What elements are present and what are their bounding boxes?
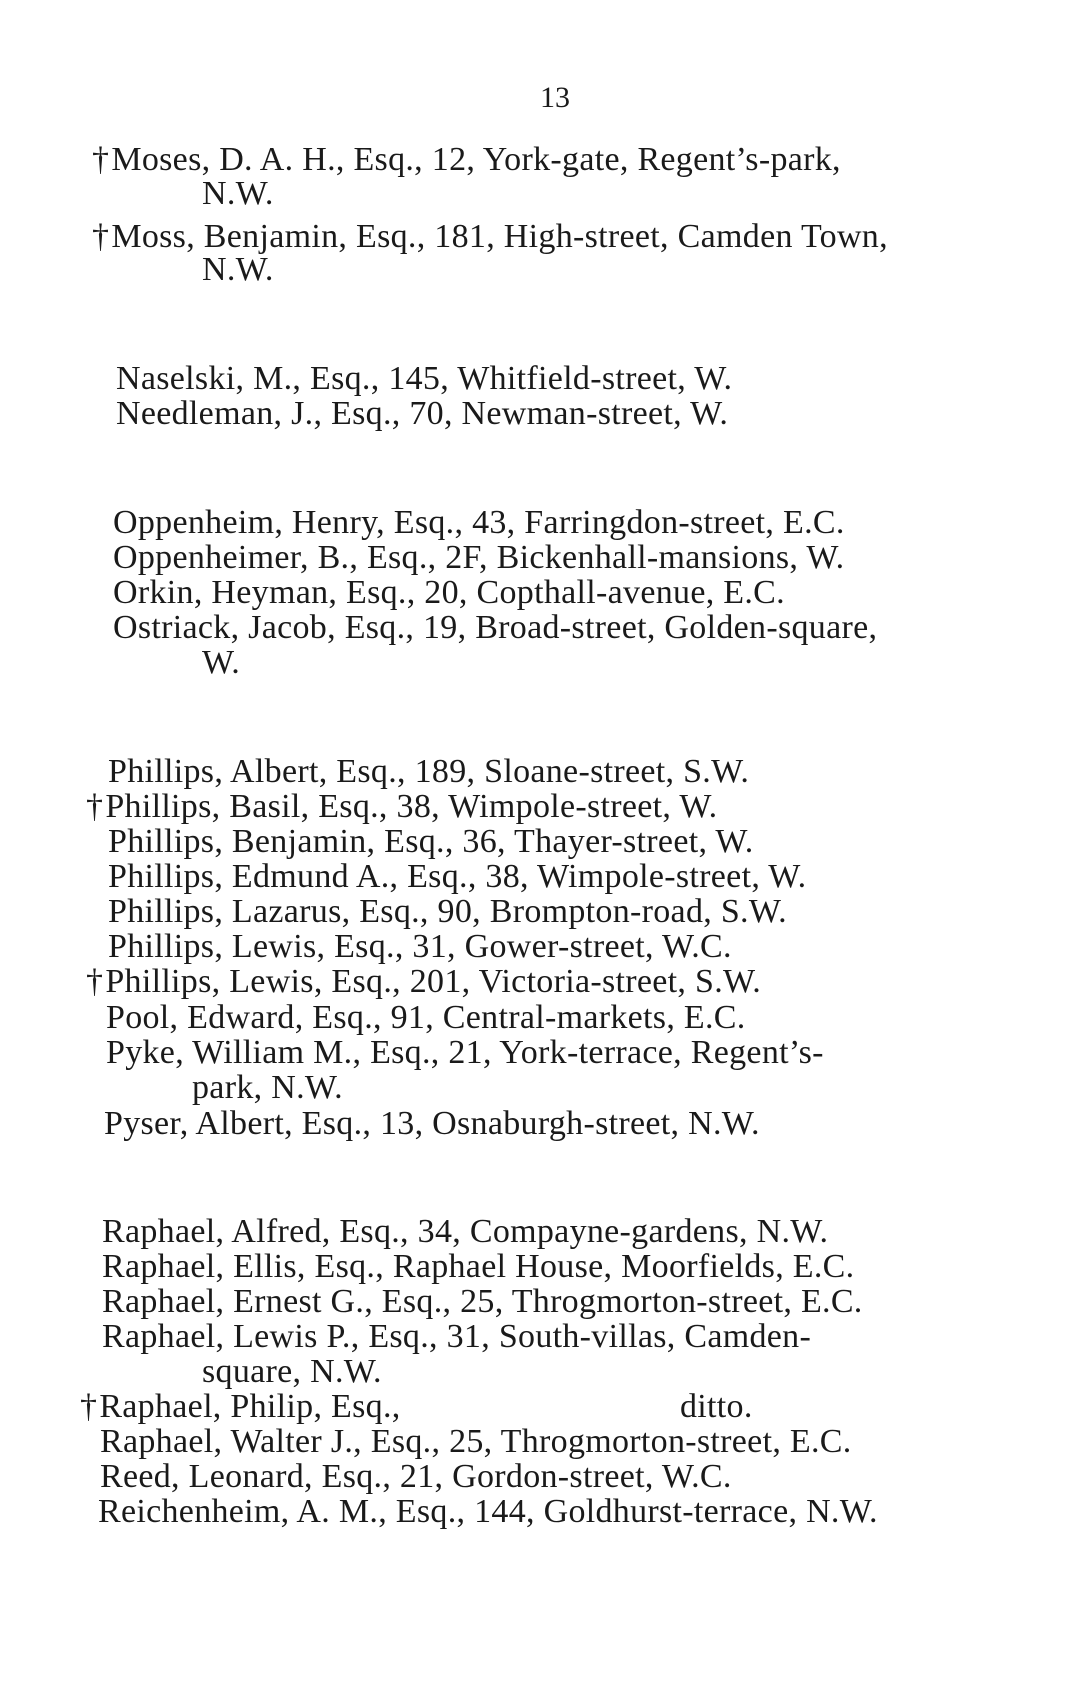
entry-phillips-edmund: Phillips, Edmund A., Esq., 38, Wimpole-street, W. (108, 858, 807, 895)
entry-pyke: Pyke, William M., Esq., 21, York-terrace, Regent’s- (106, 1034, 824, 1071)
dagger-mark: † (92, 141, 110, 178)
entry-moss: †Moss, Benjamin, Esq., 181, High-street, Camden Town, (92, 218, 888, 255)
entry-needleman: Needleman, J., Esq., 70, Newman-street, W. (116, 395, 729, 432)
entry-orkin: Orkin, Heyman, Esq., 20, Copthall-avenue, E.C. (113, 574, 785, 611)
dagger-mark: † (92, 218, 110, 255)
entry-phillips-basil: †Phillips, Basil, Esq., 38, Wimpole-street, W. (86, 788, 718, 825)
entry-raphael-lewis: Raphael, Lewis P., Esq., 31, South-villas, Camden- (102, 1318, 812, 1355)
entry-pyke-continuation: park, N.W. (192, 1069, 343, 1106)
entry-reed: Reed, Leonard, Esq., 21, Gordon-street, W.C. (100, 1458, 732, 1495)
entry-raphael-lewis-continuation: square, N.W. (202, 1353, 382, 1390)
dagger-mark: † (80, 1388, 98, 1425)
dagger-mark: † (86, 963, 104, 1000)
entry-reichenheim: Reichenheim, A. M., Esq., 144, Goldhurst-terrace, N.W. (98, 1493, 878, 1530)
ditto-mark: ditto. (680, 1388, 753, 1425)
page-number: 13 (540, 81, 570, 114)
entry-raphael-alfred: Raphael, Alfred, Esq., 34, Compayne-gardens, N.W. (102, 1213, 829, 1250)
entry-moses-continuation: N.W. (202, 175, 274, 212)
entry-naselski: Naselski, M., Esq., 145, Whitfield-street, W. (116, 360, 733, 397)
entry-phillips-lewis-victoria: †Phillips, Lewis, Esq., 201, Victoria-street, S.W. (86, 963, 762, 1000)
entry-phillips-albert: Phillips, Albert, Esq., 189, Sloane-street, S.W. (108, 753, 750, 790)
entry-raphael-ellis: Raphael, Ellis, Esq., Raphael House, Moorfields, E.C. (102, 1248, 855, 1285)
dagger-mark: † (86, 788, 104, 825)
entry-ostriack: Ostriack, Jacob, Esq., 19, Broad-street, Golden-square, (113, 609, 878, 646)
entry-phillips-lewis-gower: Phillips, Lewis, Esq., 31, Gower-street, W.C. (108, 928, 732, 965)
entry-raphael-philip: †Raphael, Philip, Esq., ditto. (80, 1388, 753, 1425)
entry-moses: †Moses, D. A. H., Esq., 12, York-gate, Regent’s-park, (92, 141, 841, 178)
entry-raphael-ernest: Raphael, Ernest G., Esq., 25, Throgmorton-street, E.C. (102, 1283, 863, 1320)
entry-pyser: Pyser, Albert, Esq., 13, Osnaburgh-street, N.W. (104, 1105, 760, 1142)
entry-pool: Pool, Edward, Esq., 91, Central-markets, E.C. (106, 999, 746, 1036)
entry-moss-continuation: N.W. (202, 251, 274, 288)
entry-oppenheim: Oppenheim, Henry, Esq., 43, Farringdon-street, E.C. (113, 504, 845, 541)
entry-phillips-lazarus: Phillips, Lazarus, Esq., 90, Brompton-road, S.W. (108, 893, 787, 930)
entry-phillips-benjamin: Phillips, Benjamin, Esq., 36, Thayer-street, W. (108, 823, 754, 860)
entry-ostriack-continuation: W. (202, 644, 241, 681)
entry-raphael-walter: Raphael, Walter J., Esq., 25, Throgmorton-street, E.C. (100, 1423, 852, 1460)
entry-oppenheimer: Oppenheimer, B., Esq., 2F, Bickenhall-mansions, W. (113, 539, 845, 576)
